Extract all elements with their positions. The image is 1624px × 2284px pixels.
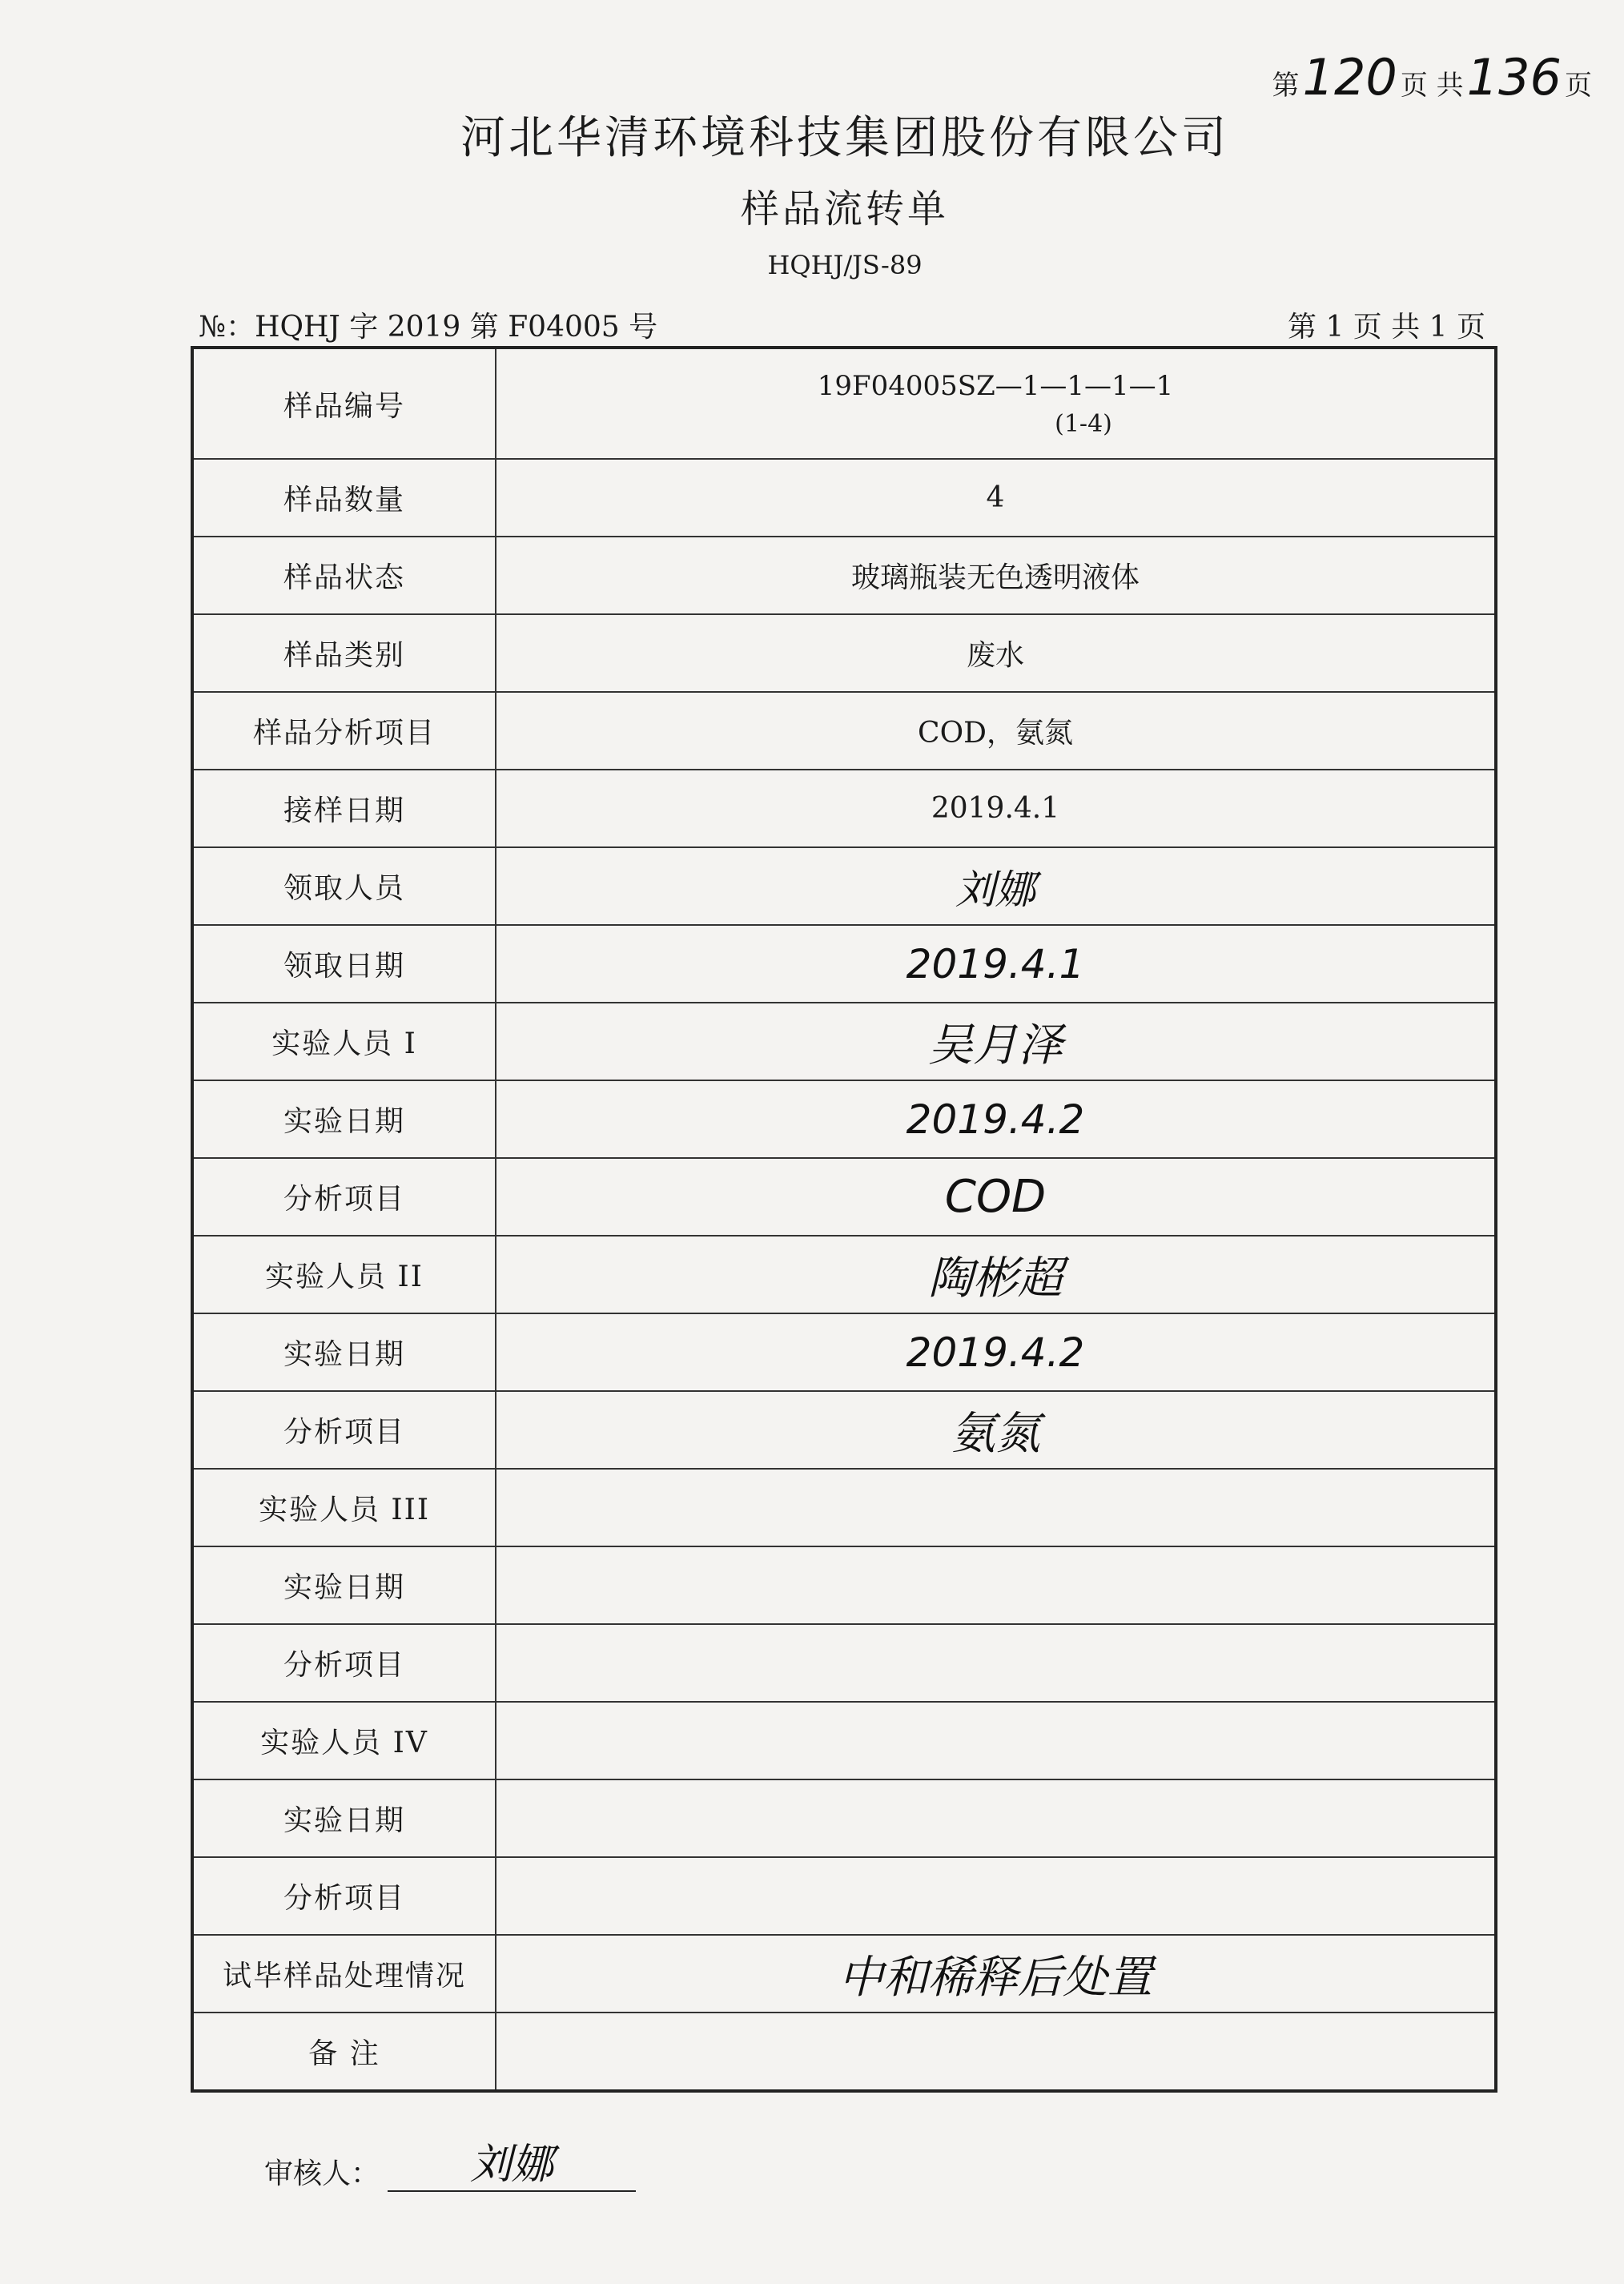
row-label: 实验人员 III (192, 1469, 496, 1546)
row-value (496, 1080, 1496, 1158)
row-label: 样品状态 (192, 537, 496, 614)
row-value (496, 1391, 1496, 1469)
table-row (192, 2013, 1496, 2091)
signature-receiver: 刘娜 (955, 866, 1035, 913)
row-label: 备 注 (192, 2013, 496, 2091)
row-value (496, 1469, 1496, 1546)
row-value: 玻璃瓶装无色透明液体 (496, 537, 1496, 614)
table-row (192, 348, 1496, 459)
table-row (192, 925, 1496, 1003)
row-value (496, 1857, 1496, 1935)
page-number-middle: 页 共 (1400, 70, 1464, 102)
row-value (496, 1546, 1496, 1624)
row-value (496, 1624, 1496, 1702)
table-row (192, 1158, 1496, 1236)
row-label: 实验日期 (192, 1080, 496, 1158)
row-label: 样品编号 (192, 348, 496, 459)
row-label: 分析项目 (192, 1857, 496, 1935)
row-label: 样品数量 (192, 459, 496, 537)
table-row (192, 1391, 1496, 1469)
reviewer-label: 审核人： (264, 2157, 380, 2190)
table-row (192, 1236, 1496, 1313)
handwritten-date: 2019.4.2 (906, 1096, 1085, 1143)
page-number-total: 136 (1466, 48, 1562, 107)
row-value: 2019.4.1 (496, 770, 1496, 847)
row-value (496, 925, 1496, 1003)
table-row (192, 537, 1496, 614)
row-label: 接样日期 (192, 770, 496, 847)
handwritten-date: 2019.4.2 (906, 1329, 1085, 1376)
row-label: 分析项目 (192, 1158, 496, 1236)
table-row (192, 770, 1496, 847)
page-number-current: 120 (1302, 48, 1397, 107)
row-value (496, 348, 1496, 459)
row-value: 4 (496, 459, 1496, 537)
reviewer-block (264, 2130, 636, 2192)
row-label: 实验日期 (192, 1546, 496, 1624)
handwritten-item: COD (944, 1171, 1047, 1223)
row-value (496, 1158, 1496, 1236)
table-row (192, 1469, 1496, 1546)
document-number: №：HQHJ 字 2019 第 F04005 号 (199, 311, 658, 344)
page-number-suffix: 页 (1565, 70, 1592, 102)
table-row (192, 1702, 1496, 1779)
row-value (496, 1702, 1496, 1779)
table-row (192, 459, 1496, 537)
table-row (192, 1313, 1496, 1391)
form-code: HQHJ/JS-89 (767, 250, 923, 280)
table-row (192, 847, 1496, 925)
row-value (496, 1003, 1496, 1080)
row-label: 实验人员 IV (192, 1702, 496, 1779)
table-row (192, 1546, 1496, 1624)
row-value (496, 2013, 1496, 2091)
row-label: 试毕样品处理情况 (192, 1935, 496, 2013)
reviewer-signature: 刘娜 (470, 2141, 554, 2189)
row-label: 实验人员 II (192, 1236, 496, 1313)
table-row (192, 1624, 1496, 1702)
table-row (192, 614, 1496, 692)
row-value (496, 847, 1496, 925)
row-value (496, 1313, 1496, 1391)
row-label: 实验日期 (192, 1313, 496, 1391)
signature-tester-1: 吴月泽 (928, 1019, 1063, 1072)
table-row (192, 1935, 1496, 2013)
sample-range: (1-4) (1055, 409, 1112, 438)
table-row (192, 1779, 1496, 1857)
table-row (192, 1003, 1496, 1080)
row-value (496, 1779, 1496, 1857)
handwritten-disposal: 中和稀释后处置 (838, 1951, 1152, 2004)
page-number (1272, 48, 1593, 107)
reviewer-signature-line (388, 2130, 636, 2192)
sample-number: 19F04005SZ—1—1—1—1 (817, 369, 1174, 402)
row-label: 实验人员 I (192, 1003, 496, 1080)
row-label: 样品分析项目 (192, 692, 496, 770)
row-value (496, 1935, 1496, 2013)
sample-transfer-table (191, 346, 1497, 2093)
row-label: 分析项目 (192, 1391, 496, 1469)
signature-tester-2: 陶彬超 (928, 1252, 1063, 1305)
row-label: 领取人员 (192, 847, 496, 925)
row-label: 领取日期 (192, 925, 496, 1003)
page-of-count: 第 1 页 共 1 页 (1288, 311, 1486, 344)
company-name: 河北华清环境科技集团股份有限公司 (460, 112, 1229, 164)
row-label: 分析项目 (192, 1624, 496, 1702)
table-row (192, 1080, 1496, 1158)
handwritten-date: 2019.4.1 (906, 940, 1085, 987)
table-row (192, 692, 1496, 770)
row-label: 样品类别 (192, 614, 496, 692)
row-value: 废水 (496, 614, 1496, 692)
page-number-prefix: 第 (1272, 70, 1300, 102)
row-value (496, 1236, 1496, 1313)
handwritten-item: 氨氮 (951, 1407, 1040, 1460)
form-title: 样品流转单 (740, 187, 949, 231)
table-row (192, 1857, 1496, 1935)
row-label: 实验日期 (192, 1779, 496, 1857)
row-value: COD，氨氮 (496, 692, 1496, 770)
